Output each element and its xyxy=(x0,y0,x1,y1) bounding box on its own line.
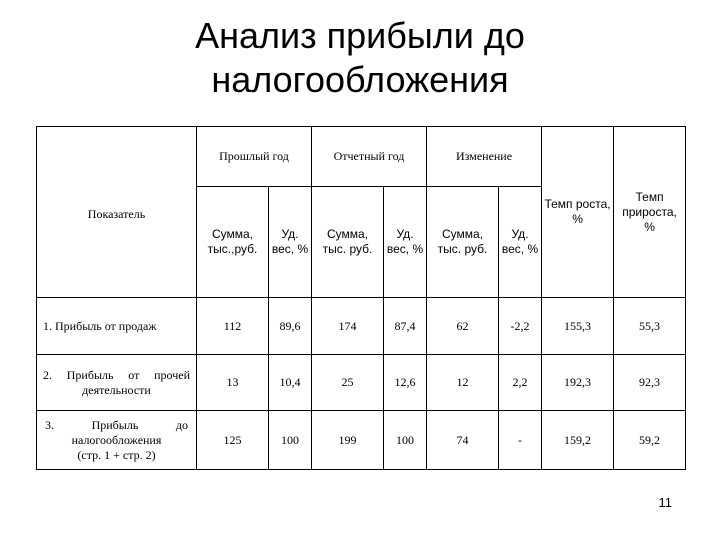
slide-title-line2: налогообложения xyxy=(211,59,509,100)
header-prev-year: Прошлый год xyxy=(197,127,312,187)
row-label-line1 xyxy=(45,418,188,433)
cell-sum-change: 12 xyxy=(427,355,499,411)
slide-title xyxy=(0,14,720,102)
cell-growth-rate: 159,2 xyxy=(542,411,614,470)
profit-analysis-table xyxy=(36,126,686,470)
row-label: 1. Прибыль от продаж xyxy=(37,298,197,355)
cell-share-report: 87,4 xyxy=(384,298,427,355)
row-label-line3: (стр. 1 + стр. 2) xyxy=(77,447,156,462)
cell-increase-rate: 55,3 xyxy=(614,298,686,355)
header-change: Изменение xyxy=(427,127,542,187)
slide-title-line1: Анализ прибыли до xyxy=(195,15,525,56)
cell-increase-rate: 59,2 xyxy=(614,411,686,470)
header-share-report: Уд. вес, % xyxy=(384,187,427,298)
header-share-prev: Уд. вес, % xyxy=(269,187,312,298)
header-sum-change: Сумма, тыс. руб. xyxy=(427,187,499,298)
header-sum-prev: Сумма, тыс.,руб. xyxy=(197,187,269,298)
row-label-word-profit: Прибыль xyxy=(91,417,139,432)
cell-growth-rate: 192,3 xyxy=(542,355,614,411)
cell-sum-change: 74 xyxy=(427,411,499,470)
page-number: 11 xyxy=(658,495,672,510)
cell-share-prev: 100 xyxy=(269,411,312,470)
cell-sum-prev: 13 xyxy=(197,355,269,411)
cell-sum-prev: 112 xyxy=(197,298,269,355)
row-label-number: 3. xyxy=(45,417,54,432)
cell-growth-rate: 155,3 xyxy=(542,298,614,355)
header-sum-report: Сумма, тыс. руб. xyxy=(312,187,384,298)
cell-sum-prev: 125 xyxy=(197,411,269,470)
cell-share-prev: 10,4 xyxy=(269,355,312,411)
cell-sum-report: 25 xyxy=(312,355,384,411)
header-indicator: Показатель xyxy=(37,127,197,298)
cell-sum-report: 174 xyxy=(312,298,384,355)
header-share-change: Уд. вес, % xyxy=(499,187,542,298)
cell-share-report: 12,6 xyxy=(384,355,427,411)
header-report-year: Отчетный год xyxy=(312,127,427,187)
row-label: 2. Прибыль от прочей деятельности xyxy=(37,355,197,411)
cell-share-change: -2,2 xyxy=(499,298,542,355)
header-increase-rate: Темп прироста, % xyxy=(614,127,686,298)
header-growth-rate: Темп роста, % xyxy=(542,127,614,298)
table-row xyxy=(37,411,686,470)
row-label-word-before: до xyxy=(175,417,188,432)
cell-share-prev: 89,6 xyxy=(269,298,312,355)
table-row xyxy=(37,355,686,411)
cell-share-report: 100 xyxy=(384,411,427,470)
header-row-groups xyxy=(37,127,686,187)
row-label-line2: налогообложения xyxy=(71,432,162,447)
cell-sum-change: 62 xyxy=(427,298,499,355)
cell-share-change: 2,2 xyxy=(499,355,542,411)
cell-share-change: - xyxy=(499,411,542,470)
row-label xyxy=(37,411,197,470)
cell-sum-report: 199 xyxy=(312,411,384,470)
cell-increase-rate: 92,3 xyxy=(614,355,686,411)
table-row xyxy=(37,298,686,355)
